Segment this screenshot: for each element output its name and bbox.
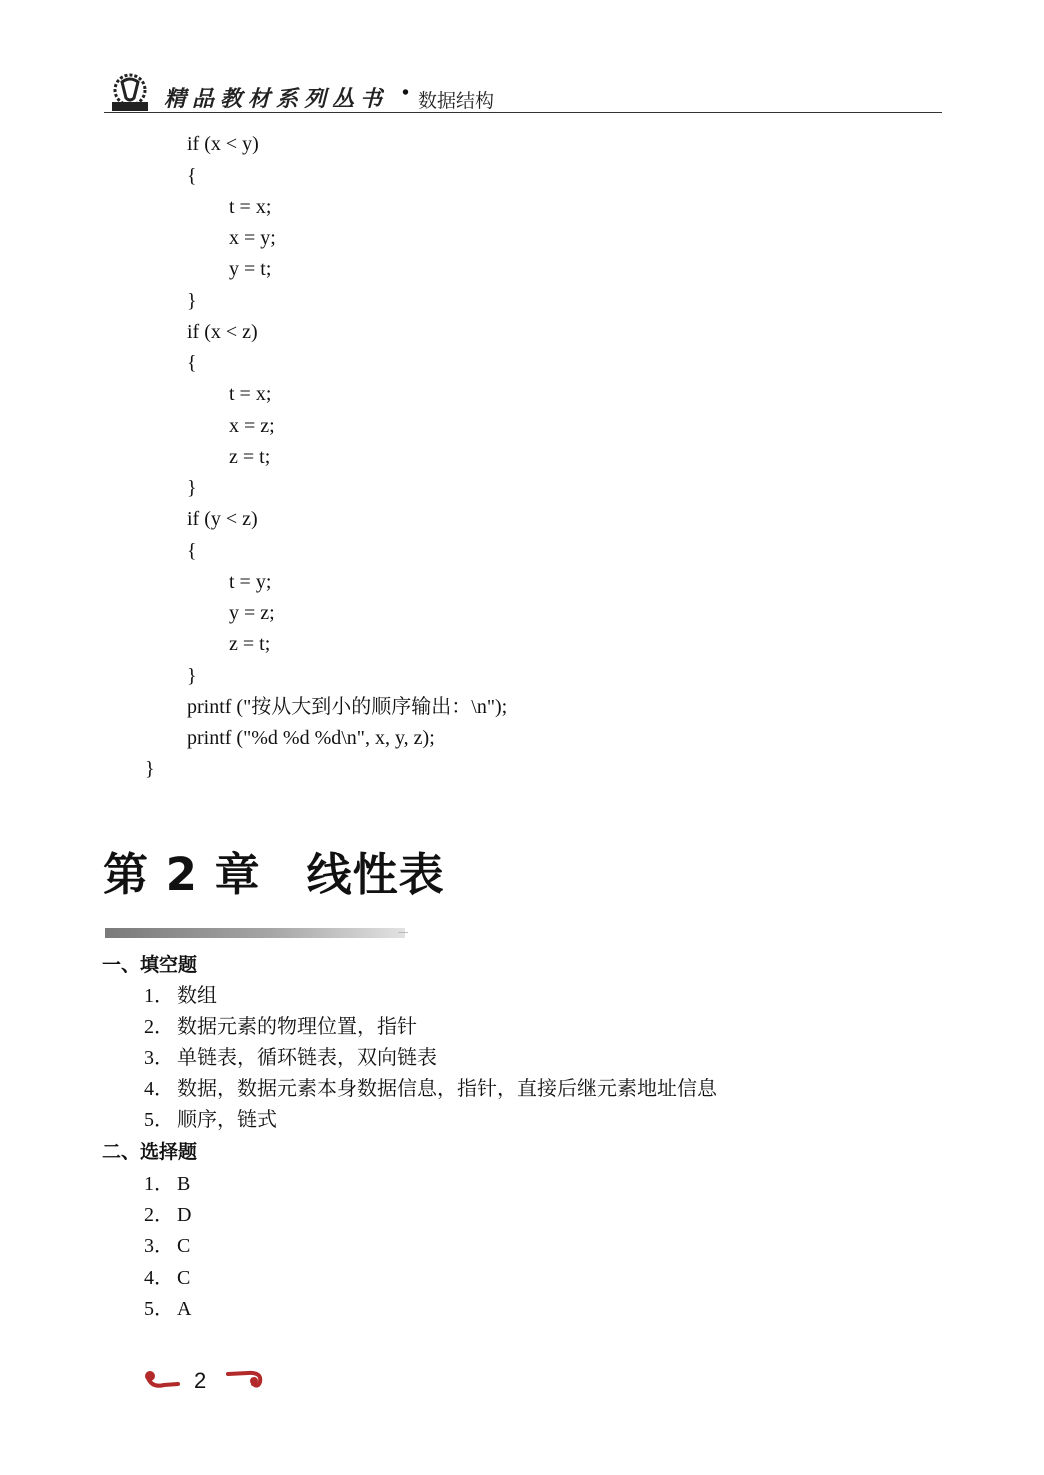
item-number: 3． (144, 1047, 174, 1069)
item-number: 2． (144, 1204, 174, 1226)
code-line: z = t; (229, 446, 271, 468)
answer-item (144, 1297, 191, 1321)
code-line: x = z; (229, 415, 275, 437)
series-title: 精品教材系列丛书 (164, 86, 389, 112)
answer-item (144, 1077, 717, 1101)
section-heading-fill-blank: 一、填空题 (102, 954, 198, 976)
item-text: 顺序，链式 (177, 1109, 277, 1131)
code-line: } (187, 665, 197, 687)
item-number: 5． (144, 1109, 174, 1131)
code-line: t = x; (229, 383, 272, 405)
item-text: 数据，数据元素本身数据信息，指针，直接后继元素地址信息 (177, 1078, 717, 1100)
code-line: printf ("%d %d %d\n", x, y, z); (187, 727, 435, 749)
item-number: 5． (144, 1298, 174, 1320)
code-line: t = y; (229, 571, 272, 593)
item-text: D (177, 1204, 192, 1226)
code-line: { (187, 352, 197, 374)
code-line: } (145, 758, 155, 780)
chapter-title: 第 2 章 线性表 (103, 848, 445, 901)
answer-item (144, 1172, 190, 1196)
item-text: A (177, 1298, 192, 1320)
book-subject: 数据结构 (418, 90, 495, 112)
code-line: z = t; (229, 633, 271, 655)
answer-item (144, 1203, 191, 1227)
section-heading-choice: 二、选择题 (102, 1141, 198, 1163)
code-line: t = x; (229, 196, 272, 218)
code-line: printf ("按从大到小的顺序输出：\n"); (187, 696, 508, 718)
header-separator: • (402, 82, 410, 104)
item-number: 1． (144, 985, 174, 1007)
item-number: 4． (144, 1078, 174, 1100)
code-line: if (y < z) (187, 508, 258, 530)
code-line: y = z; (229, 602, 275, 624)
answer-item (144, 1266, 190, 1290)
answer-item (144, 1015, 417, 1039)
chapter-divider-tail (398, 932, 408, 933)
publisher-logo (106, 72, 154, 112)
item-number: 2． (144, 1016, 174, 1038)
left-ornament-icon (144, 1370, 180, 1390)
item-text: 单链表，循环链表，双向链表 (177, 1047, 437, 1069)
item-text: 数据元素的物理位置，指针 (177, 1016, 417, 1038)
right-ornament-icon (226, 1368, 266, 1390)
item-text: C (177, 1267, 191, 1289)
item-number: 3． (144, 1235, 174, 1257)
code-line: } (187, 477, 197, 499)
page-header (104, 72, 942, 114)
answer-item (144, 1108, 277, 1132)
code-line: y = t; (229, 258, 272, 280)
page-footer (144, 1366, 274, 1400)
item-text: B (177, 1173, 191, 1195)
code-line: { (187, 540, 197, 562)
item-number: 1． (144, 1173, 174, 1195)
code-line: x = y; (229, 227, 276, 249)
item-text: 数组 (177, 985, 217, 1007)
answer-item (144, 1234, 190, 1258)
chapter-divider-bar (105, 928, 405, 938)
code-line: { (187, 165, 197, 187)
item-number: 4． (144, 1267, 174, 1289)
item-text: C (177, 1235, 191, 1257)
code-line: if (x < z) (187, 321, 258, 343)
code-line: if (x < y) (187, 133, 259, 155)
header-rule (104, 112, 942, 113)
answer-item (144, 984, 217, 1008)
code-line: } (187, 290, 197, 312)
answer-item (144, 1046, 437, 1070)
page-number: 2 (194, 1368, 207, 1393)
